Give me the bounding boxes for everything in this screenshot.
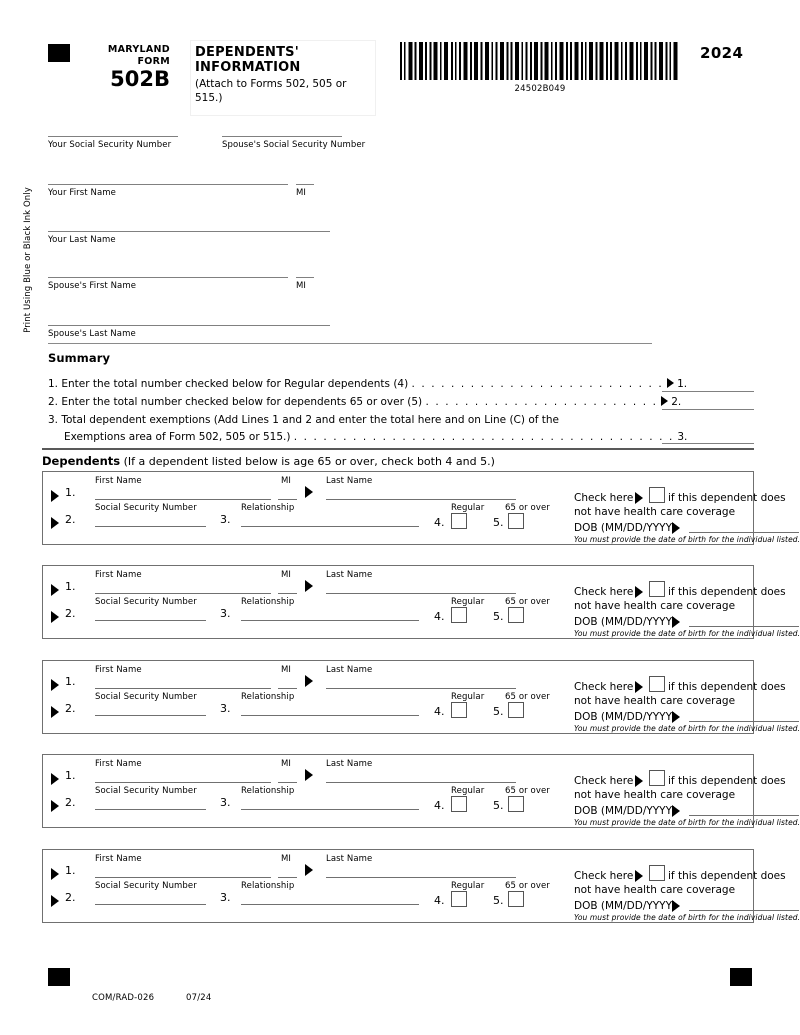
dependent-line-number-4: 4. [434, 516, 445, 529]
ssn-input[interactable] [95, 526, 206, 527]
your-last-name-label: Your Last Name [48, 235, 116, 245]
summary-line-2-dots: . . . . . . . . . . . . . . . . . . . . . . . . [425, 396, 658, 408]
dependent-line-number-4: 4. [434, 894, 445, 907]
arrow-right-icon [672, 616, 680, 628]
dependent-line-number-1: 1. [65, 580, 76, 593]
over-65-label: 65 or over [505, 881, 550, 891]
spouse-first-name-input[interactable] [48, 277, 288, 278]
dependent-line-number-1: 1. [65, 864, 76, 877]
dob-input[interactable] [689, 532, 799, 533]
arrow-right-icon [672, 805, 680, 817]
summary-line-2-input[interactable] [662, 409, 754, 410]
first-name-input[interactable] [95, 782, 271, 783]
no-health-coverage-checkbox[interactable] [649, 487, 665, 503]
mi-input[interactable] [278, 593, 297, 594]
arrow-right-icon [305, 769, 313, 781]
dependent-line-number-2: 2. [65, 796, 76, 809]
arrow-right-icon [667, 378, 674, 388]
first-name-label: First Name [95, 476, 142, 486]
spouse-mi-field[interactable] [296, 277, 314, 291]
dependent-line-number-2: 2. [65, 513, 76, 526]
relationship-label: Relationship [241, 786, 295, 796]
dob-label: DOB (MM/DD/YYYY) [574, 900, 677, 912]
over-65-checkbox[interactable] [508, 702, 524, 718]
your-first-name-input[interactable] [48, 184, 288, 185]
mi-input[interactable] [278, 782, 297, 783]
form-agency-label [60, 44, 170, 68]
dependent-line-number-5: 5. [493, 799, 504, 812]
dob-note: You must provide the date of birth for the individual listed. [574, 724, 800, 733]
arrow-right-icon [51, 517, 59, 529]
registration-mark-bottom-right [730, 968, 752, 986]
ssn-label: Social Security Number [95, 692, 197, 702]
arrow-right-icon [51, 679, 59, 691]
relationship-input[interactable] [241, 809, 419, 810]
first-name-input[interactable] [95, 593, 271, 594]
your-last-name-field[interactable] [48, 231, 330, 245]
over-65-label: 65 or over [505, 503, 550, 513]
dependent-line-number-5: 5. [493, 894, 504, 907]
summary-line-3-text-a: 3. Total dependent exemptions (Add Lines 1 and 2 and enter the total here and on Line (C) of the [48, 414, 560, 426]
dob-label: DOB (MM/DD/YYYY) [574, 616, 677, 628]
dob-label: DOB (MM/DD/YYYY) [574, 805, 677, 817]
dependent-line-number-2: 2. [65, 891, 76, 904]
regular-label: Regular [451, 881, 485, 891]
check-here-label: Check here [574, 492, 634, 504]
mi-label: MI [281, 854, 292, 864]
form-subtitle: (Attach to Forms 502, 505 or 515.) [195, 78, 347, 104]
spouse-ssn-label: Spouse's Social Security Number [222, 140, 366, 150]
dependent-block [42, 660, 800, 734]
no-health-coverage-checkbox[interactable] [649, 770, 665, 786]
relationship-input[interactable] [241, 715, 419, 716]
spouse-first-name-field[interactable] [48, 277, 288, 291]
dependent-line-number-3: 3. [220, 891, 231, 904]
dob-input[interactable] [689, 721, 799, 722]
summary-line-1-dots: . . . . . . . . . . . . . . . . . . . . . . . . . . [411, 378, 664, 390]
over-65-checkbox[interactable] [508, 891, 524, 907]
no-coverage-text-line2: not have health care coverage [574, 884, 736, 896]
no-coverage-text-line2: not have health care coverage [574, 506, 736, 518]
regular-label: Regular [451, 597, 485, 607]
print-ink-instruction: Print Using Blue or Black Ink Only [23, 187, 33, 333]
summary-line-1 [48, 378, 687, 390]
ssn-input[interactable] [95, 904, 206, 905]
your-first-name-label: Your First Name [48, 188, 117, 198]
mi-input[interactable] [278, 499, 297, 500]
mi-label: MI [281, 665, 292, 675]
spouse-last-name-label: Spouse's Last Name [48, 329, 136, 339]
no-coverage-text-line1: if this dependent does [668, 870, 786, 882]
mi-input[interactable] [278, 877, 297, 878]
mi-label: MI [281, 759, 292, 769]
form-title-line1: DEPENDENTS' [195, 45, 299, 60]
regular-checkbox[interactable] [451, 702, 467, 718]
dependent-block [42, 754, 800, 828]
ssn-input[interactable] [95, 809, 206, 810]
check-here-label: Check here [574, 775, 634, 787]
footer-form-code: COM/RAD-026 [92, 993, 155, 1003]
summary-line-2-text: 2. Enter the total number checked below for dependents 65 or over (5) [48, 396, 423, 408]
spouse-ssn-input[interactable] [222, 136, 342, 137]
summary-line-3-text-b: Exemptions area of Form 502, 505 or 515.) [64, 431, 291, 443]
ssn-label: Social Security Number [95, 503, 197, 513]
mi-label: MI [281, 476, 292, 486]
arrow-right-icon [51, 584, 59, 596]
dependent-line-number-5: 5. [493, 705, 504, 718]
dependents-heading-note: (If a dependent listed below is age 65 or over, check both 4 and 5.) [123, 455, 495, 468]
dependent-block [42, 565, 800, 639]
first-name-label: First Name [95, 854, 142, 864]
first-name-input[interactable] [95, 499, 271, 500]
regular-checkbox[interactable] [451, 796, 467, 812]
last-name-label: Last Name [326, 854, 373, 864]
form-agency-line1: MARYLAND [107, 44, 170, 55]
your-ssn-input[interactable] [48, 136, 178, 137]
first-name-label: First Name [95, 665, 142, 675]
mi-input[interactable] [278, 688, 297, 689]
arrow-right-icon [661, 396, 668, 406]
arrow-right-icon [51, 895, 59, 907]
over-65-checkbox[interactable] [508, 607, 524, 623]
section-divider-summary [42, 448, 754, 450]
no-coverage-text-line2: not have health care coverage [574, 695, 736, 707]
no-health-coverage-checkbox[interactable] [649, 676, 665, 692]
dependent-line-number-2: 2. [65, 702, 76, 715]
spouse-last-name-field[interactable] [48, 325, 330, 339]
dob-input[interactable] [689, 626, 799, 627]
arrow-right-icon [672, 900, 680, 912]
summary-line-1-input[interactable] [662, 391, 754, 392]
barcode-number: 24502B049 [514, 84, 566, 94]
arrow-right-icon [635, 586, 643, 598]
last-name-input[interactable] [326, 688, 516, 689]
check-here-label: Check here [574, 586, 634, 598]
dependent-line-number-4: 4. [434, 799, 445, 812]
your-ssn-label: Your Social Security Number [48, 140, 172, 150]
your-mi-input[interactable] [296, 184, 314, 185]
last-name-label: Last Name [326, 570, 373, 580]
your-mi-label: MI [296, 188, 307, 198]
arrow-right-icon [635, 870, 643, 882]
arrow-right-icon [635, 492, 643, 504]
footer-revision-date: 07/24 [186, 993, 212, 1003]
last-name-input[interactable] [326, 877, 516, 878]
ssn-label: Social Security Number [95, 881, 197, 891]
dependent-line-number-2: 2. [65, 607, 76, 620]
regular-checkbox[interactable] [451, 891, 467, 907]
no-health-coverage-checkbox[interactable] [649, 581, 665, 597]
summary-line-2-number: 2. [671, 396, 682, 408]
summary-line-3 [64, 431, 687, 443]
dob-input[interactable] [689, 815, 799, 816]
regular-label: Regular [451, 692, 485, 702]
dob-input[interactable] [689, 910, 799, 911]
over-65-label: 65 or over [505, 597, 550, 607]
arrow-right-icon [305, 486, 313, 498]
dependent-line-number-1: 1. [65, 675, 76, 688]
summary-line-3-number: 3. [677, 431, 688, 443]
arrow-right-icon [672, 522, 680, 534]
section-divider-top [48, 343, 652, 344]
spouse-last-name-input[interactable] [48, 325, 330, 326]
relationship-input[interactable] [241, 526, 419, 527]
relationship-label: Relationship [241, 692, 295, 702]
dependent-block [42, 849, 800, 923]
dependent-line-number-5: 5. [493, 610, 504, 623]
summary-line-2 [48, 396, 681, 408]
summary-line-3-input[interactable] [662, 443, 754, 444]
summary-line-1-number: 1. [677, 378, 688, 390]
check-here-label: Check here [574, 681, 634, 693]
arrow-right-icon [51, 611, 59, 623]
your-ssn-field[interactable] [48, 136, 178, 150]
arrow-right-icon [305, 675, 313, 687]
your-mi-field[interactable] [296, 184, 314, 198]
first-name-input[interactable] [95, 688, 271, 689]
dob-note: You must provide the date of birth for the individual listed. [574, 629, 800, 638]
dependent-line-number-3: 3. [220, 702, 231, 715]
spouse-mi-input[interactable] [296, 277, 314, 278]
dependents-heading [42, 454, 495, 468]
ssn-label: Social Security Number [95, 786, 197, 796]
spouse-first-name-label: Spouse's First Name [48, 281, 137, 291]
check-here-label: Check here [574, 870, 634, 882]
mi-label: MI [281, 570, 292, 580]
dependent-line-number-5: 5. [493, 516, 504, 529]
no-coverage-text-line2: not have health care coverage [574, 600, 736, 612]
ssn-input[interactable] [95, 620, 206, 621]
dependents-heading-bold: Dependents [42, 454, 121, 468]
relationship-label: Relationship [241, 503, 295, 513]
form-number: 502B [110, 67, 170, 91]
regular-checkbox[interactable] [451, 513, 467, 529]
first-name-input[interactable] [95, 877, 271, 878]
dependent-line-number-3: 3. [220, 796, 231, 809]
form-agency-line2: FORM [137, 56, 170, 67]
form-title-box [190, 40, 376, 116]
no-coverage-text-line2: not have health care coverage [574, 789, 736, 801]
your-last-name-input[interactable] [48, 231, 330, 232]
dob-note: You must provide the date of birth for the individual listed. [574, 535, 800, 544]
dependent-line-number-3: 3. [220, 607, 231, 620]
last-name-label: Last Name [326, 759, 373, 769]
over-65-label: 65 or over [505, 786, 550, 796]
regular-label: Regular [451, 786, 485, 796]
no-coverage-text-line1: if this dependent does [668, 586, 786, 598]
arrow-right-icon [305, 580, 313, 592]
dependent-line-number-4: 4. [434, 705, 445, 718]
spouse-ssn-field[interactable] [222, 136, 366, 150]
no-coverage-text-line1: if this dependent does [668, 775, 786, 787]
summary-heading: Summary [48, 351, 111, 365]
over-65-checkbox[interactable] [508, 796, 524, 812]
dob-label: DOB (MM/DD/YYYY) [574, 522, 677, 534]
barcode-icon [400, 42, 680, 80]
summary-line-3-dots: . . . . . . . . . . . . . . . . . . . . . . . . . . . . . . . . . . . . . . . [293, 431, 674, 443]
registration-mark-bottom-left [48, 968, 70, 986]
relationship-input[interactable] [241, 904, 419, 905]
relationship-label: Relationship [241, 881, 295, 891]
relationship-label: Relationship [241, 597, 295, 607]
arrow-right-icon [51, 868, 59, 880]
arrow-right-icon [51, 800, 59, 812]
no-health-coverage-checkbox[interactable] [649, 865, 665, 881]
your-first-name-field[interactable] [48, 184, 288, 198]
first-name-label: First Name [95, 759, 142, 769]
over-65-checkbox[interactable] [508, 513, 524, 529]
over-65-label: 65 or over [505, 692, 550, 702]
arrow-right-icon [635, 775, 643, 787]
dependent-line-number-1: 1. [65, 486, 76, 499]
dependent-block [42, 471, 800, 545]
no-coverage-text-line1: if this dependent does [668, 681, 786, 693]
last-name-label: Last Name [326, 665, 373, 675]
dependent-line-number-1: 1. [65, 769, 76, 782]
arrow-right-icon [51, 773, 59, 785]
regular-checkbox[interactable] [451, 607, 467, 623]
last-name-input[interactable] [326, 593, 516, 594]
arrow-right-icon [51, 490, 59, 502]
arrow-right-icon [672, 711, 680, 723]
ssn-input[interactable] [95, 715, 206, 716]
no-coverage-text-line1: if this dependent does [668, 492, 786, 504]
spouse-mi-label: MI [296, 281, 307, 291]
last-name-input[interactable] [326, 782, 516, 783]
dob-note: You must provide the date of birth for the individual listed. [574, 913, 800, 922]
arrow-right-icon [51, 706, 59, 718]
tax-year: 2024 [700, 44, 744, 62]
last-name-input[interactable] [326, 499, 516, 500]
summary-line-1-text: 1. Enter the total number checked below for Regular dependents (4) [48, 378, 409, 390]
relationship-input[interactable] [241, 620, 419, 621]
dependent-line-number-3: 3. [220, 513, 231, 526]
dependent-line-number-4: 4. [434, 610, 445, 623]
first-name-label: First Name [95, 570, 142, 580]
ssn-label: Social Security Number [95, 597, 197, 607]
arrow-right-icon [305, 864, 313, 876]
dob-label: DOB (MM/DD/YYYY) [574, 711, 677, 723]
arrow-right-icon [635, 681, 643, 693]
form-title-line2: INFORMATION [195, 60, 301, 75]
regular-label: Regular [451, 503, 485, 513]
last-name-label: Last Name [326, 476, 373, 486]
dob-note: You must provide the date of birth for the individual listed. [574, 818, 800, 827]
